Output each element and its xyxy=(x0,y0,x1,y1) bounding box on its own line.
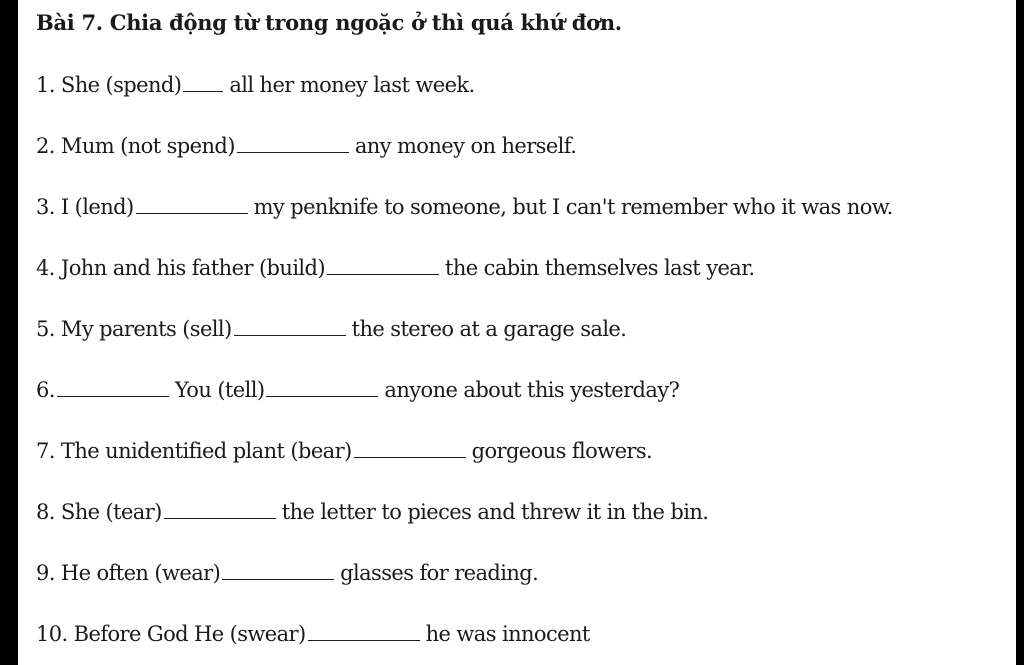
exercise-title: Bài 7. Chia động từ trong ngoặc ở thì quá khứ đơn. xyxy=(36,10,622,35)
item-prompt: 6. xyxy=(36,378,55,402)
item-continuation: he was innocent xyxy=(425,622,590,646)
answer-blank xyxy=(308,639,420,641)
answer-blank xyxy=(222,578,334,580)
exercise-item-7 xyxy=(36,439,652,463)
item-prompt: 7. The unidentified plant (bear) xyxy=(36,439,352,463)
item-middle: You (tell) xyxy=(174,378,265,402)
exercise-item-2 xyxy=(36,134,576,158)
exercise-item-10 xyxy=(36,622,590,646)
answer-blank xyxy=(183,90,223,92)
exercise-item-1 xyxy=(36,73,475,97)
exercise-item-8 xyxy=(36,500,708,524)
item-prompt: 3. I (lend) xyxy=(36,195,134,219)
item-prompt: 9. He often (wear) xyxy=(36,561,221,585)
item-prompt: 2. Mum (not spend) xyxy=(36,134,235,158)
item-prompt: 10. Before God He (swear) xyxy=(36,622,306,646)
item-continuation: the letter to pieces and threw it in the bin. xyxy=(281,500,709,524)
answer-blank xyxy=(237,151,349,153)
exercise-item-4 xyxy=(36,256,754,280)
exercise-item-9 xyxy=(36,561,538,585)
exercise-item-5 xyxy=(36,317,626,341)
item-continuation: glasses for reading. xyxy=(340,561,539,585)
answer-blank xyxy=(136,212,248,214)
item-prompt: 5. My parents (sell) xyxy=(36,317,232,341)
item-continuation: gorgeous flowers. xyxy=(471,439,653,463)
exercise-item-3 xyxy=(36,195,893,219)
answer-blank xyxy=(266,395,378,397)
answer-blank xyxy=(57,395,169,397)
item-prompt: 1. She (spend) xyxy=(36,73,182,97)
answer-blank xyxy=(164,517,276,519)
worksheet-page xyxy=(18,0,1016,665)
answer-blank xyxy=(234,334,346,336)
item-continuation: the stereo at a garage sale. xyxy=(351,317,627,341)
item-continuation: the cabin themselves last year. xyxy=(444,256,755,280)
item-continuation: my penknife to someone, but I can't remember who it was now. xyxy=(253,195,893,219)
item-prompt: 8. She (tear) xyxy=(36,500,162,524)
item-continuation: anyone about this yesterday? xyxy=(384,378,680,402)
item-continuation: all her money last week. xyxy=(229,73,475,97)
item-prompt: 4. John and his father (build) xyxy=(36,256,325,280)
exercise-item-6 xyxy=(36,378,679,402)
item-continuation: any money on herself. xyxy=(354,134,577,158)
answer-blank xyxy=(327,273,439,275)
answer-blank xyxy=(354,456,466,458)
